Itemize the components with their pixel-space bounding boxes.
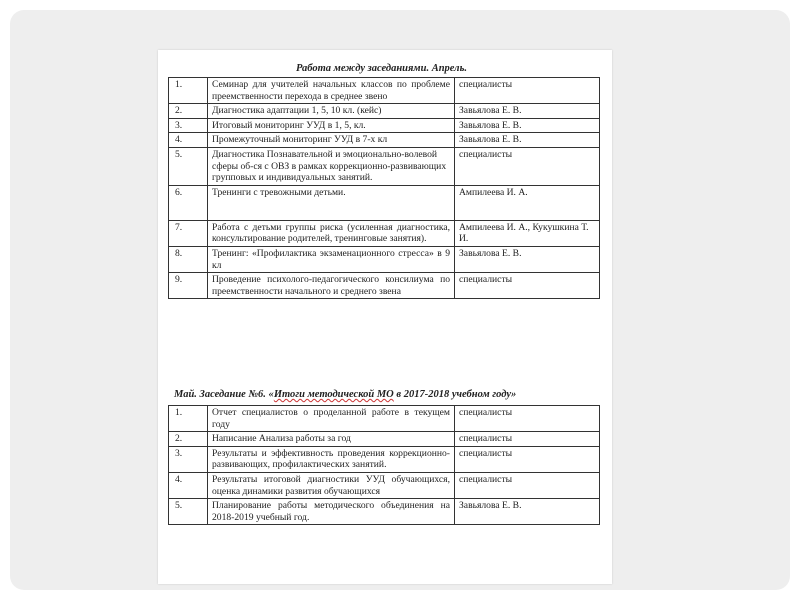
row-number: 7. bbox=[169, 220, 208, 246]
row-number: 3. bbox=[169, 118, 208, 133]
may-heading-suffix: в 2017-2018 учебном году» bbox=[393, 389, 517, 400]
row-number: 1. bbox=[169, 406, 208, 432]
responsible-cell: специалисты bbox=[455, 273, 600, 299]
responsible-cell: специалисты bbox=[455, 406, 600, 432]
table-row bbox=[169, 246, 600, 272]
table-row bbox=[169, 446, 600, 472]
slide-background bbox=[10, 10, 790, 590]
responsible-cell: Ампилеева И. А. bbox=[455, 185, 600, 220]
responsible-cell: Ампилеева И. А., Кукушкина Т. И. bbox=[455, 220, 600, 246]
row-number: 1. bbox=[169, 78, 208, 104]
may-heading-prefix: Май. Заседание №6. « bbox=[174, 389, 274, 400]
table-row bbox=[169, 185, 600, 220]
task-cell: Диагностика Познавательной и эмоционально-волевой сферы об-ся с ОВЗ в рамках коррекционно-развивающих групповых и индивидуальных занятий. bbox=[208, 147, 455, 185]
responsible-cell: Завьялова Е. В. bbox=[455, 133, 600, 148]
task-cell: Тренинг: «Профилактика экзаменационного стресса» в 9 кл bbox=[208, 246, 455, 272]
may-heading-underlined: Итоги методической МО bbox=[273, 389, 394, 400]
table-row bbox=[169, 147, 600, 185]
responsible-cell: специалисты bbox=[455, 78, 600, 104]
table-row bbox=[169, 472, 600, 498]
task-cell: Отчет специалистов о проделанной работе в текущем году bbox=[208, 406, 455, 432]
row-number: 8. bbox=[169, 246, 208, 272]
row-number: 4. bbox=[169, 472, 208, 498]
row-number: 3. bbox=[169, 446, 208, 472]
task-cell: Планирование работы методического объединения на 2018-2019 учебный год. bbox=[208, 499, 455, 525]
may-heading bbox=[174, 389, 516, 400]
responsible-cell: специалисты bbox=[455, 147, 600, 185]
row-number: 4. bbox=[169, 133, 208, 148]
april-heading: Работа между заседаниями. Апрель. bbox=[296, 63, 467, 74]
row-number: 5. bbox=[169, 499, 208, 525]
row-number: 2. bbox=[169, 432, 208, 447]
row-number: 9. bbox=[169, 273, 208, 299]
table-row bbox=[169, 78, 600, 104]
table-row bbox=[169, 499, 600, 525]
responsible-cell: Завьялова Е. В. bbox=[455, 499, 600, 525]
table-row bbox=[169, 220, 600, 246]
task-cell: Тренинги с тревожными детьми. bbox=[208, 185, 455, 220]
table-row bbox=[169, 406, 600, 432]
responsible-cell: Завьялова Е. В. bbox=[455, 104, 600, 119]
table-row bbox=[169, 273, 600, 299]
responsible-cell: Завьялова Е. В. bbox=[455, 246, 600, 272]
document-image bbox=[158, 50, 612, 584]
task-cell: Итоговый мониторинг УУД в 1, 5, кл. bbox=[208, 118, 455, 133]
task-cell: Проведение психолого-педагогического консилиума по преемственности начального и среднего звена bbox=[208, 273, 455, 299]
task-cell: Результаты и эффективность проведения коррекционно-развивающих, профилактических занятий. bbox=[208, 446, 455, 472]
responsible-cell: специалисты bbox=[455, 446, 600, 472]
task-cell: Результаты итоговой диагностики УУД обучающихся, оценка динамики развития обучающихся bbox=[208, 472, 455, 498]
table-row bbox=[169, 118, 600, 133]
may-table bbox=[168, 405, 600, 525]
april-table bbox=[168, 77, 600, 299]
table-row bbox=[169, 133, 600, 148]
responsible-cell: Завьялова Е. В. bbox=[455, 118, 600, 133]
task-cell: Диагностика адаптации 1, 5, 10 кл. (кейс) bbox=[208, 104, 455, 119]
responsible-cell: специалисты bbox=[455, 432, 600, 447]
task-cell: Семинар для учителей начальных классов по проблеме преемственности перехода в среднее звено bbox=[208, 78, 455, 104]
task-cell: Написание Анализа работы за год bbox=[208, 432, 455, 447]
task-cell: Работа с детьми группы риска (усиленная диагностика, консультирование родителей, тренинговые занятия). bbox=[208, 220, 455, 246]
row-number: 6. bbox=[169, 185, 208, 220]
task-cell: Промежуточный мониторинг УУД в 7-х кл bbox=[208, 133, 455, 148]
row-number: 2. bbox=[169, 104, 208, 119]
table-row bbox=[169, 432, 600, 447]
responsible-cell: специалисты bbox=[455, 472, 600, 498]
table-row bbox=[169, 104, 600, 119]
row-number: 5. bbox=[169, 147, 208, 185]
